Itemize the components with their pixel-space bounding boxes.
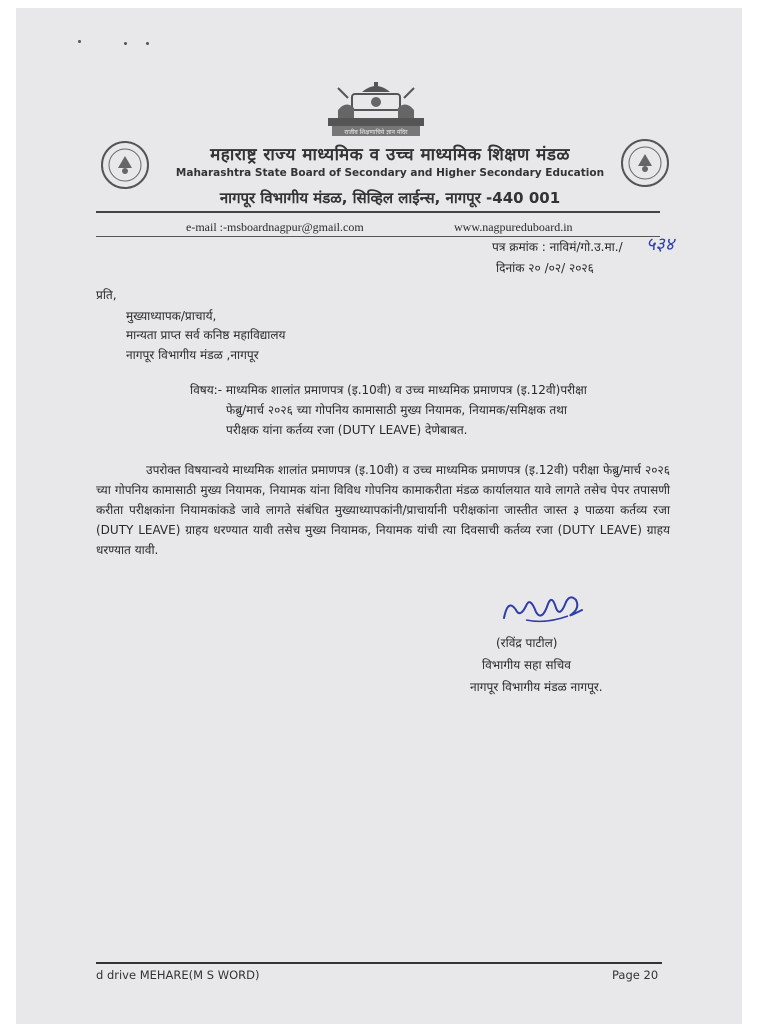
recipient-line: नागपूर विभागीय मंडळ ,नागपूर [126,348,259,362]
speck [78,40,81,43]
footer-divider [96,962,662,964]
header-divider [96,211,660,213]
board-name-english: Maharashtra State Board of Secondary and Higher Secondary Education [175,167,605,179]
subject-line: परीक्षक यांना कर्तव्य रजा (DUTY LEAVE) देणेबाबत. [226,423,468,437]
subject-block [190,380,690,440]
contact-divider [96,236,660,237]
division-address: नागपूर विभागीय मंडळ, सिव्हिल लाईन्स, नागपूर -440 001 [219,189,561,207]
board-seal-left-icon [100,140,150,190]
subject-line: विषय:- माध्यमिक शालांत प्रमाणपत्र (इ.10वी) व उच्च माध्यमिक प्रमाणपत्र (इ.12वी)परीक्षा [190,383,587,397]
signatory-block [470,632,660,698]
signatory-designation: विभागीय सहा सचिव [482,658,571,672]
board-seal-right-icon [620,138,670,188]
signatory-office: नागपूर विभागीय मंडळ नागपूर. [470,680,603,694]
letter-body [96,460,670,560]
letter-date: दिनांक २० /०२/ २०२६ [496,261,594,275]
reference-label: पत्र क्रमांक : नाविमं/गो.उ.मा./ [492,240,623,254]
board-name-marathi: महाराष्ट्र राज्य माध्यमिक व उच्च माध्यमिक शिक्षण मंडळ [210,145,570,165]
signatory-name: (रविंद्र पाटील) [496,636,558,650]
subject-line: फेब्रु/मार्च २०२६ च्या गोपनिय कामासाठी मुख्य नियामक, नियामक/समिक्षक तथा [226,403,567,417]
reference-number-handwritten: ५३४ [646,234,675,255]
signature-icon [496,588,596,628]
state-emblem-icon [308,78,444,140]
footer-page-number: Page 20 [612,968,659,982]
speck [146,42,149,45]
website-address: www.nagpureduboard.in [454,220,573,234]
speck [124,42,127,45]
body-paragraph: उपरोक्त विषयान्वये माध्यमिक शालांत प्रमाणपत्र (इ.10वी) व उच्च माध्यमिक प्रमाणपत्र (इ.12वी) परीक्षा फेब्रु/मार्च २०२६ च्या गोपनिय कामासाठी मुख्य नियामक, नियामक यांना विविध गोपनिय कामाकरीता मंडळ कार्यालयात यावे लागते तसेच पेपर तपासणी करीता परीक्षकांना नियामकांकडे जावे लागते संबंधित मुख्याध्यापकांनी/प्राचार्यानी परीक्षकांना जास्तीत जास्त ३ पाळया कर्तव्य रजा (DUTY LEAVE) ग्राहय धरण्यात यावी तसेच मुख्य नियामक, नियामक यांची त्या दिवसाची कर्तव्य रजा (DUTY LEAVE) ग्राहय धरण्यात यावी. [96,463,670,557]
email-address: e-mail :-msboardnagpur@gmail.com [186,220,364,234]
salutation-prati: प्रति, [96,288,117,302]
footer-file-path: d drive MEHARE(M S WORD) [96,968,260,982]
recipient-line: मुख्याध्यापक/प्राचार्य, [126,309,217,323]
recipient-line: मान्यता प्राप्त सर्व कनिष्ठ महाविद्यालय [126,328,286,342]
emblem-caption: राजीव शिक्षणाचिये ज्ञान मंदिर [344,129,408,136]
